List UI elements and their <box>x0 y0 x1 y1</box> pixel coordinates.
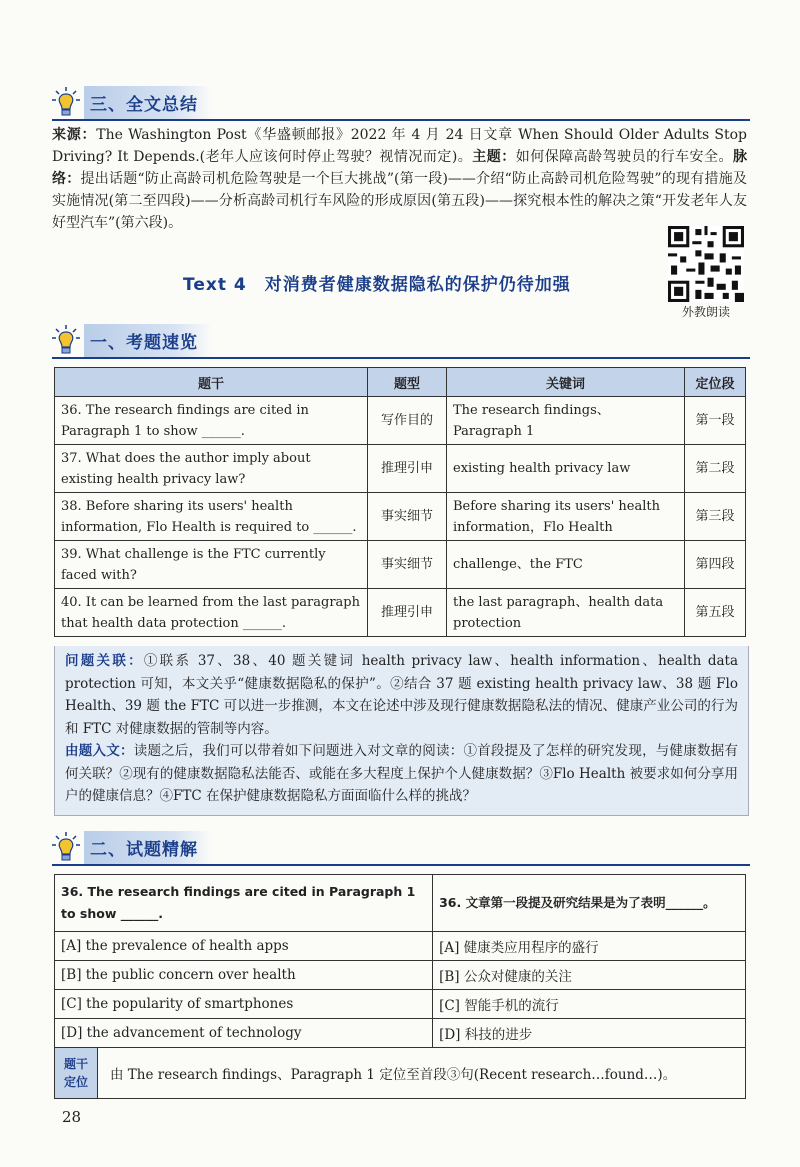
stem-en: 36. The research findings are cited in Paragraph 1 to show ______. <box>55 875 433 932</box>
stem-cell: 37. What does the author imply about existing health privacy law? <box>55 445 368 493</box>
section-divider <box>52 357 750 359</box>
section-divider <box>52 864 750 866</box>
entry-text: 读题之后，我们可以带着如下问题进入对文章的阅读：①首段提及了怎样的研究发现，与健康数据有何关联？②现有的健康数据隐私法能否、或能在多大程度上保护个人健康数据？③Flo Health 被要求如何分享用户的健康信息？④FTC 在保护健康数据隐私方面面临什么样的挑战？ <box>65 743 739 804</box>
topic-label: 主题： <box>472 149 516 165</box>
para-cell: 第一段 <box>685 397 746 445</box>
option-row <box>55 932 746 961</box>
section-title: 一、考题速览 <box>84 324 212 357</box>
para-cell: 第四段 <box>685 541 746 589</box>
summary-paragraph <box>52 124 747 234</box>
locate-row <box>55 1048 746 1099</box>
type-cell: 事实细节 <box>368 493 447 541</box>
keywords-cell: The research findings、Paragraph 1 <box>447 397 685 445</box>
keywords-cell: Before sharing its users' health information，Flo Health <box>447 493 685 541</box>
table-row <box>55 541 746 589</box>
section-divider <box>52 119 750 121</box>
table-row <box>55 445 746 493</box>
type-cell: 推理引申 <box>368 445 447 493</box>
option-en: [B] the public concern over health <box>55 961 433 990</box>
question-36-table <box>54 874 746 1099</box>
section-header-summary <box>52 84 212 120</box>
table-row <box>55 589 746 637</box>
section-title: 三、全文总结 <box>84 86 212 119</box>
context-text: 提出话题“防止高龄司机危险驾驶是一个巨大挑战”(第一段)——介绍“防止高龄司机危险驾驶”的现有措施及实施情况(第二至四段)——分析高龄司机行车风险的形成原因(第五段)——探究根本性的解决之策“开发老年人友好型汽车”(第六段)。 <box>52 171 747 231</box>
context-label: 脉络： <box>52 149 747 187</box>
text4-title: Text 4 对消费者健康数据隐私的保护仍待加强 <box>183 275 571 295</box>
option-en: [D] the advancement of technology <box>55 1019 433 1048</box>
topic-text: 如何保障高龄驾驶员的行车安全。 <box>515 149 733 165</box>
keywords-cell: the last paragraph、health data protection <box>447 589 685 637</box>
type-cell: 推理引申 <box>368 589 447 637</box>
option-row <box>55 961 746 990</box>
type-cell: 写作目的 <box>368 397 447 445</box>
entry-label: 由题入文： <box>65 743 134 759</box>
section-header-overview <box>52 322 212 358</box>
option-cn: [B] 公众对健康的关注 <box>433 961 746 990</box>
lightbulb-icon <box>52 831 80 863</box>
option-cn: [D] 科技的进步 <box>433 1019 746 1048</box>
overview-table <box>54 367 746 637</box>
option-row <box>55 990 746 1019</box>
table-row <box>55 493 746 541</box>
para-cell: 第五段 <box>685 589 746 637</box>
locate-label: 题干定位 <box>55 1048 98 1099</box>
type-cell: 事实细节 <box>368 541 447 589</box>
option-cn: [A] 健康类应用程序的盛行 <box>433 932 746 961</box>
qr-caption: 外教朗读 <box>681 305 730 319</box>
header-stem: 题干 <box>55 368 368 397</box>
keywords-cell: challenge、the FTC <box>447 541 685 589</box>
option-en: [A] the prevalence of health apps <box>55 932 433 961</box>
table-row <box>55 397 746 445</box>
header-type: 题型 <box>368 368 447 397</box>
para-cell: 第三段 <box>685 493 746 541</box>
header-para: 定位段 <box>685 368 746 397</box>
source-text: The Washington Post《华盛顿邮报》2022 年 4 月 24 日文章 When Should Older Adults Stop Driving? It Depends.(老年人应该何时停止驾驶？视情况而定)。 <box>52 127 748 165</box>
option-en: [C] the popularity of smartphones <box>55 990 433 1019</box>
qr-code-icon[interactable] <box>668 226 744 302</box>
lightbulb-icon <box>52 324 80 356</box>
section-title: 二、试题精解 <box>84 831 212 864</box>
source-label: 来源： <box>52 127 97 143</box>
stem-cell: 40. It can be learned from the last paragraph that health data protection ______. <box>55 589 368 637</box>
keywords-cell: existing health privacy law <box>447 445 685 493</box>
page-number: 28 <box>62 1108 82 1126</box>
stem-cell: 38. Before sharing its users' health information, Flo Health is required to ______. <box>55 493 368 541</box>
question-stem-row <box>55 875 746 932</box>
question-notes <box>54 646 749 816</box>
lightbulb-icon <box>52 86 80 118</box>
option-cn: [C] 智能手机的流行 <box>433 990 746 1019</box>
locate-text: 由 The research findings、Paragraph 1 定位至首段③句(Recent research…found…)。 <box>98 1048 746 1099</box>
stem-cell: 36. The research findings are cited in Paragraph 1 to show ______. <box>55 397 368 445</box>
table-header-row <box>55 368 746 397</box>
stem-cell: 39. What challenge is the FTC currently faced with? <box>55 541 368 589</box>
section-header-analysis <box>52 829 212 865</box>
relation-label: 问题关联： <box>65 653 144 669</box>
relation-text: ①联系 37、38、40 题关键词 health privacy law、health information、health data protection 可知，本文关乎“健康数据隐私的保护”。②结合 37 题 existing health privacy law、38 题 Flo Health、39 题 the FTC 可以进一步推测，本文在论述中涉及现行健康数据隐私法的情况、健康产业公司的行为和 FTC 对健康数据的管制等内容。 <box>65 653 739 737</box>
option-row <box>55 1019 746 1048</box>
stem-cn: 36. 文章第一段提及研究结果是为了表明______。 <box>433 875 746 932</box>
para-cell: 第二段 <box>685 445 746 493</box>
header-keywords: 关键词 <box>447 368 685 397</box>
